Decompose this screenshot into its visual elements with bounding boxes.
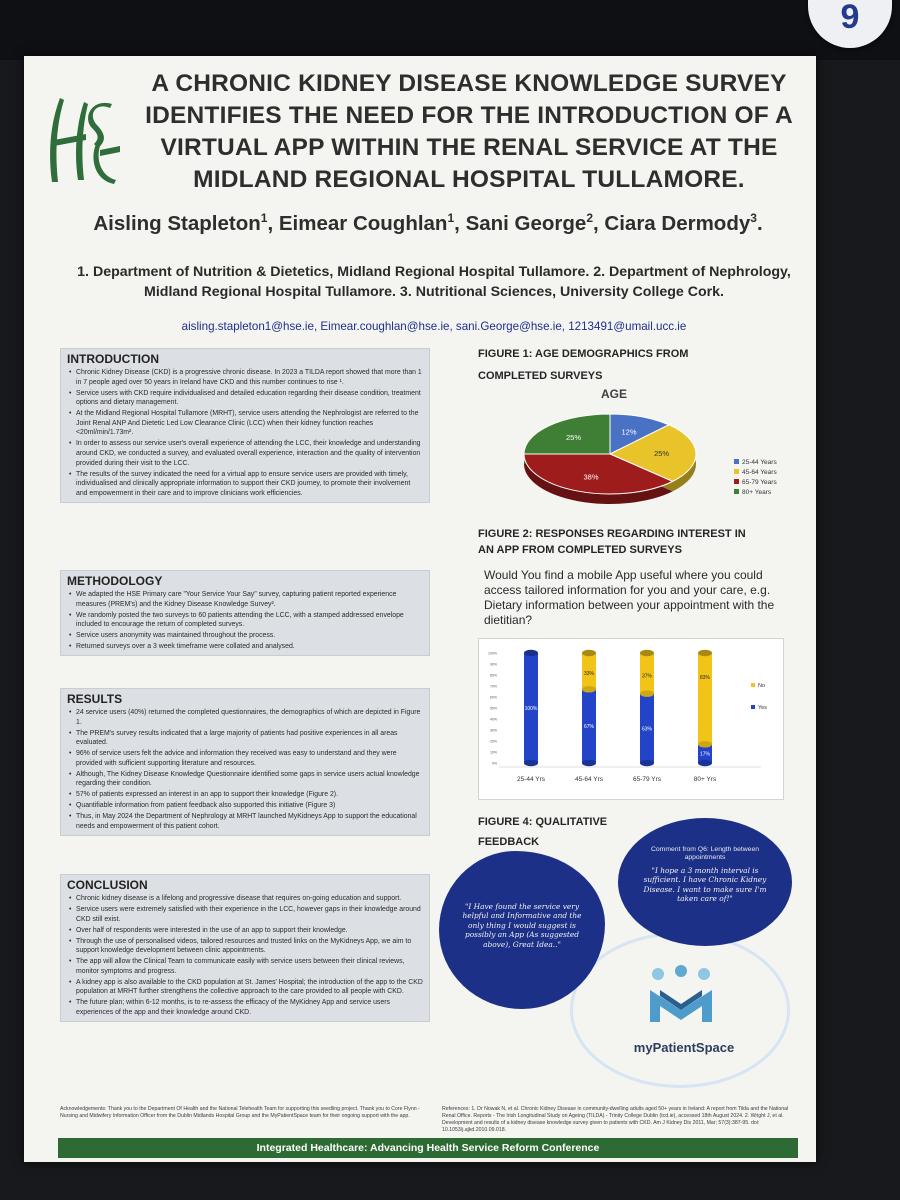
mypatientspace-logo-icon <box>636 964 726 1028</box>
bar-cap <box>640 650 654 656</box>
legend-swatch <box>734 489 739 494</box>
list-item: • Over half of respondents were interested in the use of an app to support their knowledge. <box>69 926 423 936</box>
pie-data-label: 12% <box>621 427 637 437</box>
list-item: • Through the use of personalised videos, tailored resources and trusted links on the MyKidneys App, we aim to support knowledge development between clinic appointments. <box>69 937 423 956</box>
hse-logo <box>38 84 128 204</box>
figure-title-line: FIGURE 4: QUALITATIVE <box>478 816 608 828</box>
legend-swatch <box>751 705 755 709</box>
author-name: Aisling Stapleton <box>93 211 261 235</box>
figure-title-line: COMPLETED SURVEYS <box>478 370 603 382</box>
author-affiliation-number: 2 <box>586 211 594 225</box>
y-tick-label: 20% <box>489 739 497 744</box>
legend-swatch <box>734 459 739 464</box>
author-separator: , <box>454 211 466 235</box>
y-tick-label: 70% <box>489 684 497 689</box>
section-heading: INTRODUCTION <box>67 352 159 366</box>
bullet-list <box>61 589 429 655</box>
author-affiliation-number: 1 <box>260 211 268 225</box>
bar-cap <box>582 650 596 656</box>
list-item: • The future plan; within 6-12 months, is to re-assess the efficacy of the MyKidney App and service users experiences of the app and their knowledge around CKD. <box>69 998 423 1017</box>
y-tick-label: 60% <box>489 695 497 700</box>
list-item: • Although, The Kidney Disease Knowledge Questionnaire identified some gaps in service users actual knowledge regarding their condition. <box>69 770 423 789</box>
list-item: • At the Midland Regional Hospital Tullamore (MRHT), service users attending the Nephrologist are referred to the Joint Renal ANP And Dietetic Led Low Clearance Clinic (LCC) when their kidney function reaches <20ml/min/1.73m². <box>69 409 423 438</box>
list-item: • In order to assess our service user's overall experience of attending the LCC, their knowledge and understanding around CKD, we conducted a survey, and evaluated overall experience, interaction and the quality of intervention provided during their visit to the LCC. <box>69 439 423 468</box>
list-item: • 24 service users (40%) returned the completed questionnaires, the demographics of which are depicted in Figure 1. <box>69 708 423 727</box>
pie-data-label: 38% <box>583 472 599 482</box>
bar-data-label: 67% <box>583 724 595 731</box>
figure-4-title <box>478 814 607 850</box>
y-tick-label: 50% <box>489 706 497 711</box>
feedback-quote: "I Have found the service very helpful and Informative and the only thing I would suggest is possibly an App (As suggested above), Great Idea.." <box>462 902 582 949</box>
list-item: • Service users were extremely satisfied with their experience in the LCC, however gaps in their knowledge around CKD still exist. <box>69 905 423 924</box>
affiliations: 1. Department of Nutrition & Dietetics, Midland Regional Hospital Tullamore. 2. Department of Nephrology, Midland Regional Hospital Tullamore. 3. Nutritional Sciences, University College Cork. <box>77 264 791 300</box>
bar-no-80-yrs <box>698 653 712 744</box>
list-item: • Chronic kidney disease is a lifelong and progressive disease that requires on-going education and support. <box>69 894 423 904</box>
bar-data-label: 100% <box>524 706 538 712</box>
x-tick-label: 80+ Yrs <box>693 776 717 783</box>
bullet-list <box>61 707 429 835</box>
list-item: • The PREM's survey results indicated that a large majority of patients had positive experiences in all areas evaluated. <box>69 729 423 748</box>
list-item: • Returned surveys over a 3 week timeframe were collated and analysed. <box>69 642 423 652</box>
bar-base <box>524 760 538 766</box>
conclusion-section <box>60 874 430 1022</box>
list-item: • We adapted the HSE Primary care "Your Service Your Say" survey, capturing patient reported experience measures (PREM's) and the Kidney Disease Knowledge Survey². <box>69 590 423 609</box>
pie-data-label: 25% <box>566 433 582 443</box>
age-pie-chart <box>494 384 794 514</box>
bar-cap <box>524 650 538 656</box>
list-item: • Quantifiable information from patient feedback also supported this initiative (Figure 3) <box>69 801 423 811</box>
bar-joint <box>582 686 596 692</box>
legend-swatch <box>751 683 755 687</box>
legend-label: No <box>758 683 766 689</box>
author-affiliation-number: 1 <box>447 211 455 225</box>
figure-title-line: FEEDBACK <box>478 836 540 848</box>
author-affiliation-number: 3 <box>750 211 757 225</box>
results-section <box>60 688 430 836</box>
survey-question: Would You find a mobile App useful where you could access tailored information for you and your care, e.g. Dietary information between your appointment with the dietitian? <box>484 568 775 627</box>
author-separator: , <box>593 211 605 235</box>
references: References: 1. Dr Nowak N, et al. Chronic Kidney Disease in community-dwelling adults aged 50+ years in Ireland: A report from Tilda and the National Renal Office. Reports - The Irish Longitudinal Study on Ageing (TILDA) - Trinity College Dublin (tcd.ie), accessed 18th August 2024. 2. Wright J, et al. Development and results of a kidney disease knowledge survey given to patients with CKD. Am J Kidney Dis 2011, Mar; 57(3):387-95. doi: 10.1053/j.ajkd.2010.09.018. <box>442 1106 789 1133</box>
section-heading: RESULTS <box>67 692 123 706</box>
poster-title: A CHRONIC KIDNEY DISEASE KNOWLEDGE SURVEY IDENTIFIES THE NEED FOR THE INTRODUCTION OF A VIRTUAL APP WITHIN THE RENAL SERVICE AT THE MIDLAND REGIONAL HOSPITAL TULLAMORE. <box>145 70 793 193</box>
pie-chart-title: AGE <box>600 387 628 401</box>
conference-footer: Integrated Healthcare: Advancing Health Service Reform Conference <box>58 1138 798 1158</box>
bar-data-label: 37% <box>641 673 653 680</box>
poster <box>24 56 816 1162</box>
y-tick-label: 30% <box>489 728 497 733</box>
bar-data-label: 63% <box>641 726 653 733</box>
list-item: • The results of the survey indicated the need for a virtual app to ensure service users are provided with timely, individualised and clinically appropriate information to support their CKD journey, to promote their involvement and empowerment in their care and to improve clinicians work efficiencies. <box>69 470 423 499</box>
author-name: Ciara Dermody <box>604 211 751 235</box>
legend-swatch <box>734 469 739 474</box>
author-name: Sani George <box>465 211 587 235</box>
background-wall <box>0 0 900 60</box>
legend-label: 25-44 Years <box>742 459 777 466</box>
bar-chart-frame <box>478 638 784 800</box>
list-item: • Chronic Kidney Disease (CKD) is a progressive chronic disease. In 2023 a TILDA report showed that more than 1 in 7 people aged over 50 years in Ireland have CKD and this number continues to rise ¹. <box>69 368 423 387</box>
author-separator: , <box>267 211 279 235</box>
list-item: • Service users anonymity was maintained throughout the process. <box>69 631 423 641</box>
bar-data-label: 17% <box>699 751 711 758</box>
y-tick-label: 90% <box>489 662 497 667</box>
feedback-bubble-right <box>618 818 792 946</box>
bar-joint <box>640 691 654 697</box>
feedback-quote: "I hope a 3 month interval is sufficient. I have Chronic Kidney Disease. I want to make sure I'm taken care of!" <box>643 866 767 904</box>
legend-label: 45-64 Years <box>742 469 777 476</box>
legend-label: Yes <box>758 705 767 711</box>
list-item: • Thus, in May 2024 the Department of Nephrology at MRHT launched MyKidneys App to support the educational needs and empowerment of this patient cohort. <box>69 812 423 831</box>
section-heading: METHODOLOGY <box>67 574 163 588</box>
x-tick-label: 45-64 Yrs <box>574 776 604 783</box>
figure-1-title <box>478 346 688 384</box>
bullet-list <box>61 367 429 502</box>
list-item: • The app will allow the Clinical Team to communicate easily with service users between their clinical reviews, monitor symptoms and progress. <box>69 957 423 976</box>
x-tick-label: 25-44 Yrs <box>516 776 546 783</box>
list-item: • A kidney app is also available to the CKD population at St. James' Hospital; the introduction of the app to the CKD population at MRHT further strengthens the collective approach to the care provided to all people with CKD. <box>69 978 423 997</box>
pie-data-label: 25% <box>654 449 670 459</box>
x-tick-label: 65-79 Yrs <box>632 776 662 783</box>
figure-title-line: AN APP FROM COMPLETED SURVEYS <box>478 544 682 556</box>
list-item: • 96% of service users felt the advice and information they received was easy to understand and they were provided with sufficient supporting literature and resources. <box>69 749 423 768</box>
y-tick-label: 0% <box>491 761 497 766</box>
author-end: . <box>756 211 763 235</box>
bullet-list <box>61 893 429 1021</box>
author-list <box>78 204 778 238</box>
list-item: • Service users with CKD require individualised and detailed education regarding their disease condition, treatment options and dietary management. <box>69 389 423 408</box>
y-tick-label: 80% <box>489 673 497 678</box>
bar-base <box>582 760 596 766</box>
contact-emails: aisling.stapleton1@hse.ie, Eimear.coughlan@hse.ie, sani.George@hse.ie, 1213491@umail.ucc.ie <box>181 320 687 333</box>
figure-title-line: FIGURE 2: RESPONSES REGARDING INTEREST IN <box>478 528 746 540</box>
list-item: • 57% of patients expressed an interest in an app to support their knowledge (Figure 2). <box>69 790 423 800</box>
bar-joint <box>698 741 712 747</box>
list-item: • We randomly posted the two surveys to 60 patients attending the LCC, with a stamped addressed envelope included to encourage the return of completed surveys. <box>69 611 423 630</box>
bar-cap <box>698 650 712 656</box>
bar-data-label: 33% <box>583 671 595 678</box>
comment-header: Comment from Q6: Length between appointments <box>650 846 760 862</box>
y-tick-label: 40% <box>489 717 497 722</box>
y-tick-label: 10% <box>489 750 497 755</box>
app-interest-bar-chart <box>479 639 785 801</box>
y-tick-label: 100% <box>488 651 497 656</box>
introduction-section <box>60 348 430 503</box>
figure-title-line: FIGURE 1: AGE DEMOGRAPHICS FROM <box>478 348 689 360</box>
legend-label: 65-79 Years <box>742 479 777 486</box>
legend-label: 80+ Years <box>742 489 772 496</box>
author-name: Eimear Coughlan <box>278 211 448 235</box>
figure-2-title <box>478 526 746 558</box>
bar-base <box>640 760 654 766</box>
bar-data-label: 83% <box>699 675 711 681</box>
acknowledgements: Acknowledgements: Thank you to the Department Of Health and the National Telehealth Team for supporting this seedling project. Thank you to Core Flynn - Nursing and Midwifery Information Officer from the Dublin Midlands Hospital Group and the MyPatientSpace team for their ongoing support with the app. <box>60 1106 420 1119</box>
legend-swatch <box>734 479 739 484</box>
poster-number: 9 <box>840 0 860 36</box>
methodology-section <box>60 570 430 656</box>
mypatientspace-logo-text: myPatientSpace <box>633 1040 735 1055</box>
bar-base <box>698 760 712 766</box>
section-heading: CONCLUSION <box>67 878 148 892</box>
